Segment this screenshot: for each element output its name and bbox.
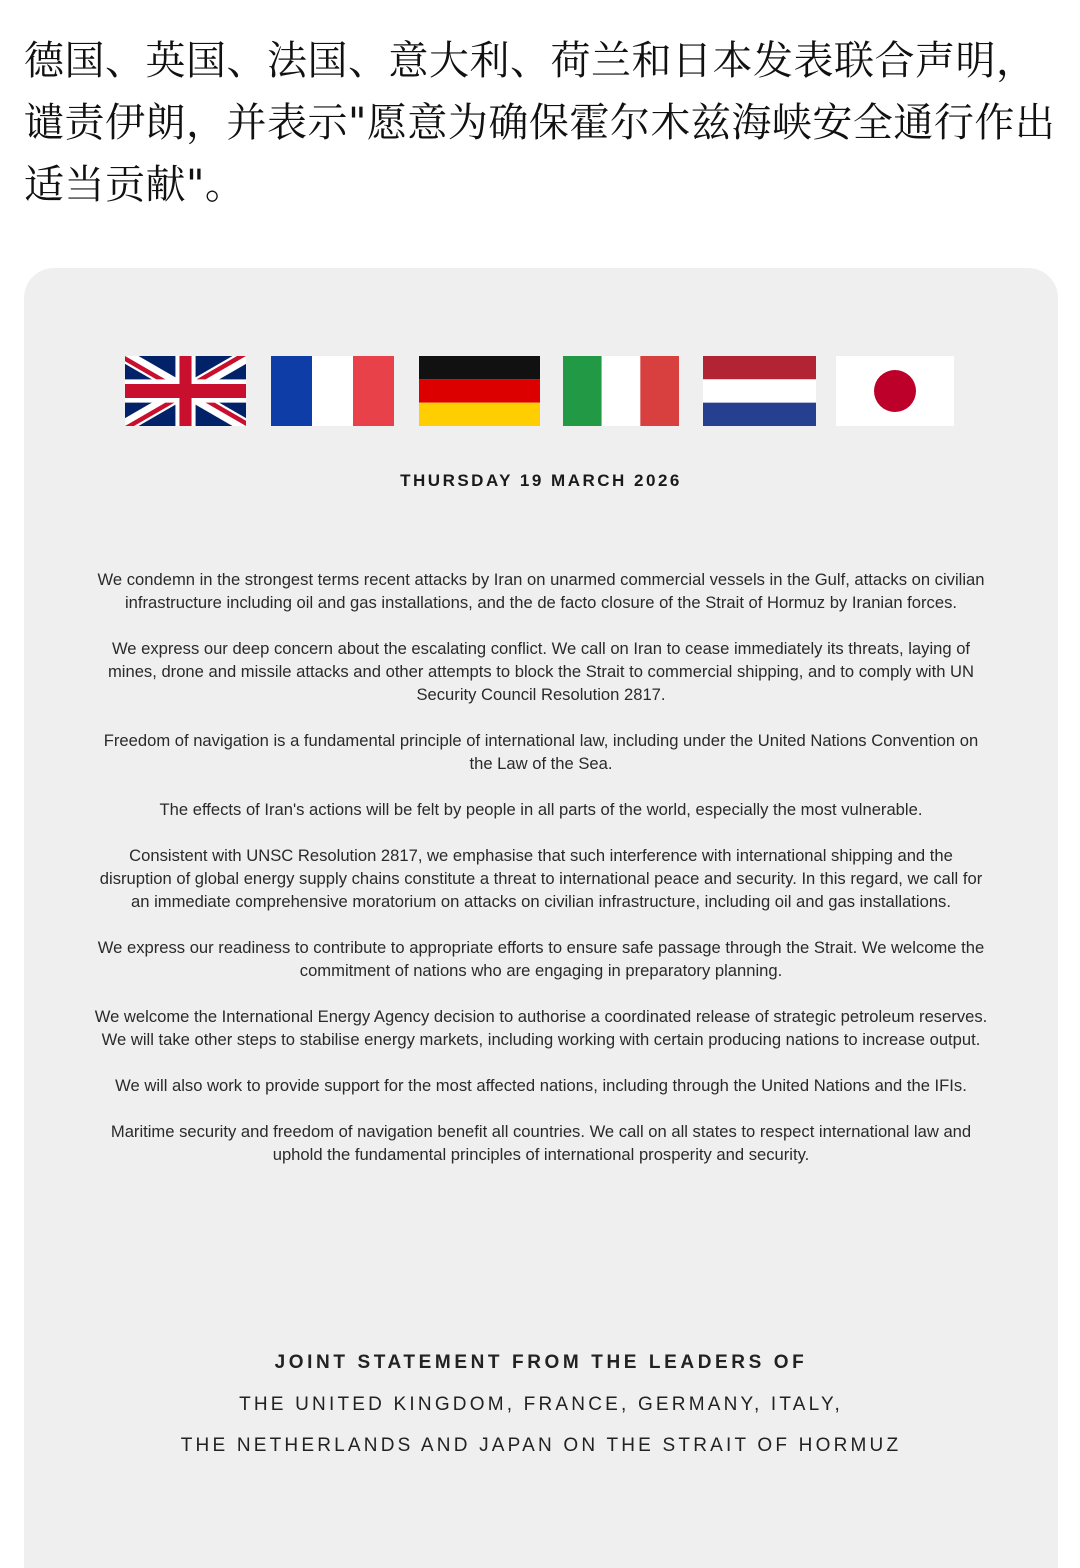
france-flag-icon xyxy=(271,356,394,426)
statement-paragraph: Freedom of navigation is a fundamental principle of international law, including under the United Nations Convention on the Law of the Sea. xyxy=(103,731,979,773)
germany-flag-icon xyxy=(419,356,540,426)
statement-paragraph: Maritime security and freedom of navigation benefit all countries. We call on all states to respect international law and uphold the fundamental principles of international prosperity and security. xyxy=(110,1122,972,1164)
statement-paragraph: The effects of Iran's actions will be felt by people in all parts of the world, especially the most vulnerable. xyxy=(159,800,923,819)
italy-flag-icon xyxy=(563,356,679,426)
statement-footer xyxy=(24,1351,1058,1475)
statement-paragraph: We welcome the International Energy Agency decision to authorise a coordinated release of strategic petroleum reserves. We will take other steps to stabilise energy markets, including working with certain producing nations to increase output. xyxy=(94,1007,988,1049)
statement-date: THURSDAY 19 MARCH 2026 xyxy=(400,471,682,490)
japan-flag-icon xyxy=(836,356,954,426)
post-text: 德国、英国、法国、意大利、荷兰和日本发表联合声明，谴责伊朗，并表示"愿意为确保霍尔木兹海峡安全通行作出适当贡献"。 xyxy=(24,38,1056,208)
footer-line-1: THE UNITED KINGDOM, FRANCE, GERMANY, ITALY, xyxy=(239,1394,843,1415)
statement-paragraph: We will also work to provide support for the most affected nations, including through the United Nations and the IFIs. xyxy=(115,1076,967,1095)
uk-flag-icon xyxy=(125,356,246,426)
statement-paragraph: We condemn in the strongest terms recent attacks by Iran on unarmed commercial vessels in the Gulf, attacks on civilian infrastructure including oil and gas installations, and the de facto closure of the Strait of Hormuz by Iranian forces. xyxy=(97,570,985,612)
footer-line-2: THE NETHERLANDS AND JAPAN ON THE STRAIT OF HORMUZ xyxy=(180,1435,902,1456)
statement-paragraph: We express our deep concern about the escalating conflict. We call on Iran to cease immediately its threats, laying of mines, drone and missile attacks and other attempts to block the Strait to commercial shipping, and to comply with UN Security Council Resolution 2817. xyxy=(107,639,975,704)
statement-body xyxy=(94,568,988,1189)
statement-image[interactable] xyxy=(24,268,1058,1568)
flags-row xyxy=(24,356,1058,426)
statement-paragraph: Consistent with UNSC Resolution 2817, we emphasise that such interference with international shipping and the disruption of global energy supply chains constitute a threat to international peace and security. In this regard, we call for an immediate comprehensive moratorium on attacks on civilian infrastructure, including oil and gas installations. xyxy=(99,846,983,911)
footer-heading: JOINT STATEMENT FROM THE LEADERS OF xyxy=(274,1352,808,1373)
netherlands-flag-icon xyxy=(703,356,816,426)
statement-paragraph: We express our readiness to contribute to appropriate efforts to ensure safe passage through the Strait. We welcome the commitment of nations who are engaging in preparatory planning. xyxy=(97,938,985,980)
